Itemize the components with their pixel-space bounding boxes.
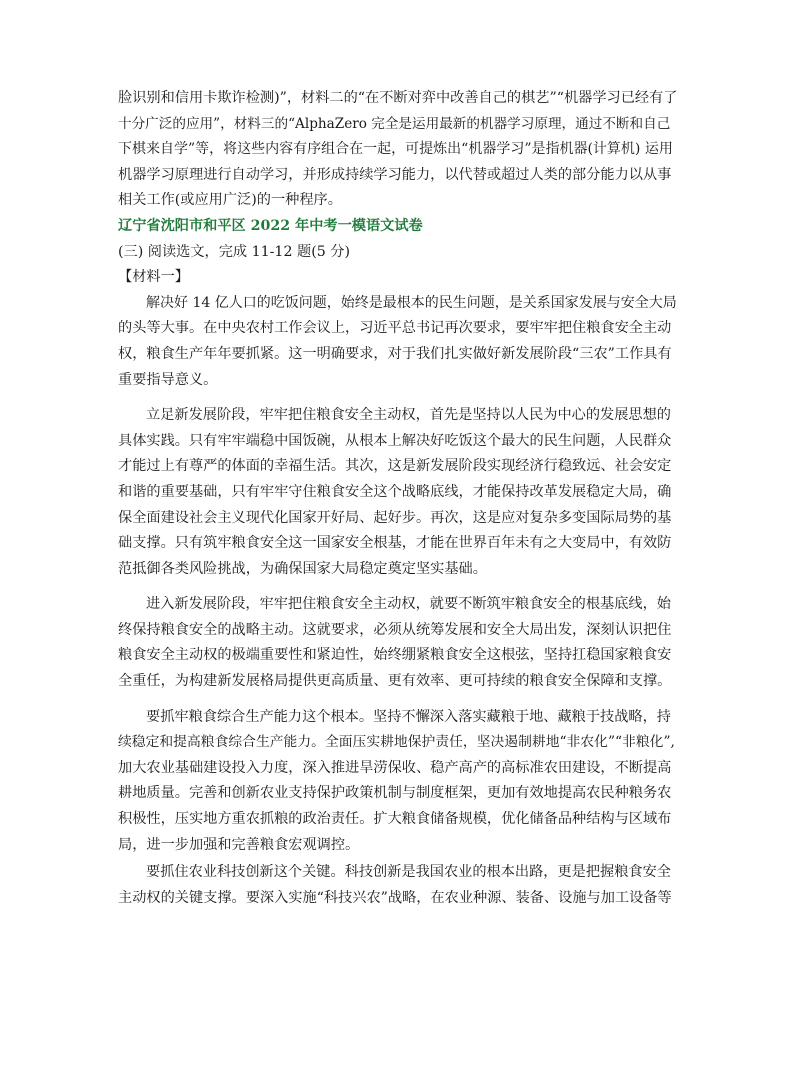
paragraph-line: 全重任，为构建新发展格局提供更高质量、更有效率、更可持续的粮食安全保障和支撑。 xyxy=(118,673,672,690)
paragraph-line: 解决好 14 亿人口的吃饭问题，始终是最根本的民生问题，是关系国家发展与安全大局 xyxy=(146,294,677,311)
paragraph xyxy=(118,291,678,393)
paragraph-line: 加大农业基础建设投入力度，深入推进旱涝保收、稳产高产的高标准农田建设，不断提高 xyxy=(118,759,672,776)
paragraph-line: 耕地质量。完善和创新农业支持保护政策机制与制度框架，更加有效地提高农民种粮务农 xyxy=(118,785,672,802)
document-page xyxy=(118,86,678,911)
paragraph xyxy=(118,705,678,859)
paragraph-line: 范抵御各类风险挑战，为确保国家大局稳定奠定坚实基础。 xyxy=(118,560,487,577)
intro-line: 相关工作(或应用广泛)的一种程序。 xyxy=(118,192,342,209)
intro-block xyxy=(118,86,678,214)
intro-line: 机器学习原理进行自动学习，并形成持续学习能力，以代替或超过人类的部分能力以从事 xyxy=(118,166,672,183)
paragraph-line: 续稳定和提高粮食综合生产能力。全面压实耕地保护责任，坚决遏制耕地“非农化”“非粮化”, xyxy=(118,734,675,751)
paragraph-line: 积极性，压实地方重农抓粮的政治责任。扩大粮食储备规模，优化储备品种结构与区域布 xyxy=(118,811,672,828)
paragraph-line: 的头等大事。在中央农村工作会议上，习近平总书记再次要求，要牢牢把住粮食安全主动 xyxy=(118,320,672,337)
paragraph-line: 粮食安全主动权的极端重要性和紧迫性，始终绷紧粮食安全这根弦，坚持扛稳国家粮食安 xyxy=(118,647,672,664)
material-label: 【材料一】 xyxy=(118,269,189,286)
paragraph-line: 和谐的重要基础，只有牢牢守住粮食安全这个战略底线，才能保持改革发展稳定大局，确 xyxy=(118,483,672,500)
paragraph-line: 进入新发展阶段，牢牢把住粮食安全主动权，就要不断筑牢粮食安全的根基底线，始 xyxy=(146,596,671,613)
paragraph-line: 要抓住农业科技创新这个关键。科技创新是我国农业的根本出路，更是把握粮食安全 xyxy=(146,864,671,881)
paragraph-line: 要抓牢粮食综合生产能力这个根本。坚持不懈深入落实藏粮于地、藏粮于技战略，持 xyxy=(146,708,671,725)
source-title: 辽宁省沈阳市和平区 2022 年中考一模语文试卷 xyxy=(118,217,423,234)
intro-line: 脸识别和信用卡欺诈检测)”，材料二的“在不断对弈中改善自己的棋艺”“机器学习已经有了 xyxy=(118,90,678,106)
paragraph xyxy=(118,403,678,582)
paragraph-line: 具体实践。只有牢牢端稳中国饭碗，从根本上解决好吃饭这个最大的民生问题，人民群众 xyxy=(118,432,672,449)
paragraph-line: 保全面建设社会主义现代化国家开好局、起好步。再次，这是应对复杂多变国际局势的基 xyxy=(118,509,672,526)
paragraph-line: 才能过上有尊严的体面的幸福生活。其次，这是新发展阶段实现经济行稳致远、社会安定 xyxy=(118,458,672,475)
paragraph xyxy=(118,592,678,694)
intro-line: 下棋来自学”等，将这些内容有序组合在一起，可提炼出“机器学习”是指机器(计算机) 运用 xyxy=(118,141,673,158)
intro-line: 十分广泛的应用”，材料三的“AlphaZero 完全是运用最新的机器学习原理，通过不断和自己 xyxy=(118,115,671,132)
paragraph-line: 主动权的关键支撑。要深入实施“科技兴农”战略，在农业种源、装备、设施与加工设备等 xyxy=(118,889,672,906)
question-line: (三) 阅读选文，完成 11-12 题(5 分) xyxy=(118,243,350,260)
paragraph xyxy=(118,860,678,911)
paragraph-line: 立足新发展阶段，牢牢把住粮食安全主动权，首先是坚持以人民为中心的发展思想的 xyxy=(146,407,671,424)
paragraph-line: 重要指导意义。 xyxy=(118,371,218,388)
paragraph-line: 础支撑。只有筑牢粮食安全这一国家安全根基，才能在世界百年未有之大变局中，有效防 xyxy=(118,535,672,552)
paragraph-line: 权，粮食生产年年要抓紧。这一明确要求，对于我们扎实做好新发展阶段“三农”工作具有 xyxy=(118,345,672,362)
paragraph-line: 局，进一步加强和完善粮食宏观调控。 xyxy=(118,836,360,853)
paragraph-line: 终保持粮食安全的战略主动。这就要求，必须从统筹发展和安全大局出发，深刻认识把住 xyxy=(118,621,672,638)
